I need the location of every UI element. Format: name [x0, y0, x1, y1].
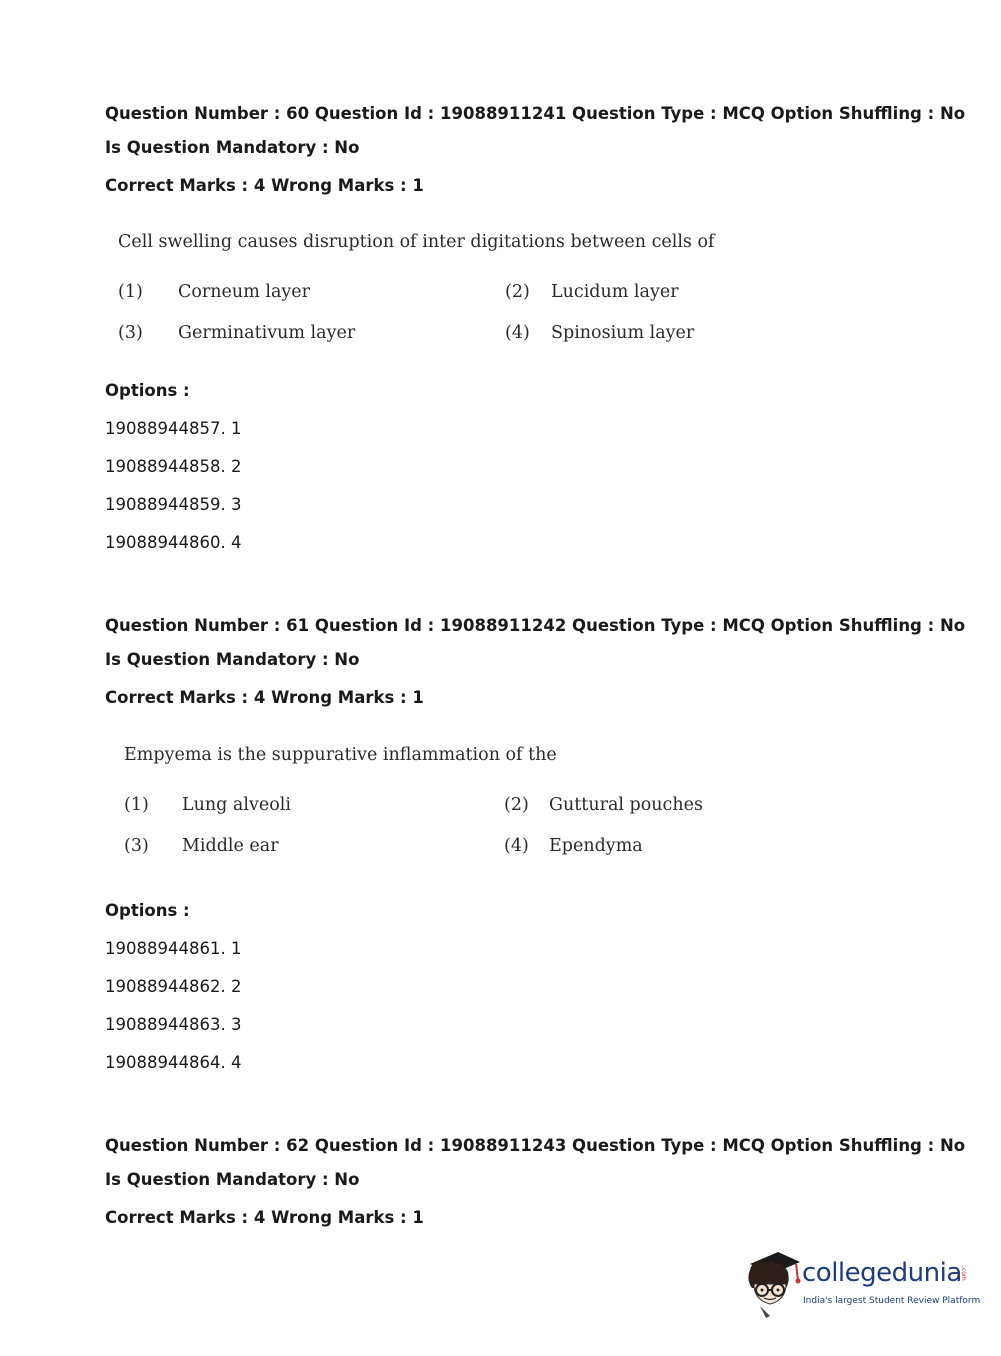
choice-3	[124, 836, 279, 856]
choice-text: Germinativum layer	[178, 323, 356, 343]
choice-text: Corneum layer	[178, 282, 310, 302]
choice-4	[504, 836, 643, 856]
option-item: 19088944857. 1	[105, 419, 242, 438]
brand-name: collegedunia	[802, 1258, 962, 1288]
choice-3	[118, 323, 355, 343]
question-meta: Question Number : 62 Question Id : 19088911243 Question Type : MCQ Option Shuffling : No	[105, 1136, 966, 1155]
choice-text: Lung alveoli	[182, 795, 291, 815]
choice-4	[505, 323, 694, 343]
choice-2	[504, 795, 703, 815]
choice-number: (4)	[504, 836, 529, 856]
option-item: 19088944862. 2	[105, 977, 242, 996]
choice-number: (1)	[118, 282, 143, 302]
marks-line: Correct Marks : 4 Wrong Marks : 1	[105, 1208, 424, 1227]
choice-number: (2)	[504, 795, 529, 815]
mandatory-line: Is Question Mandatory : No	[105, 138, 360, 157]
marks-line: Correct Marks : 4 Wrong Marks : 1	[105, 176, 424, 195]
choice-number: (3)	[124, 836, 149, 856]
choice-1	[118, 282, 310, 302]
question-meta: Question Number : 60 Question Id : 19088911241 Question Type : MCQ Option Shuffling : No	[105, 104, 966, 123]
option-item: 19088944863. 3	[105, 1015, 242, 1034]
choice-text: Lucidum layer	[551, 282, 679, 302]
option-item: 19088944864. 4	[105, 1053, 242, 1072]
options-label: Options :	[105, 901, 190, 920]
choice-text: Ependyma	[549, 836, 643, 856]
marks-line: Correct Marks : 4 Wrong Marks : 1	[105, 688, 424, 707]
brand-suffix: .com	[960, 1266, 967, 1281]
collegedunia-logo	[742, 1250, 981, 1320]
mandatory-line: Is Question Mandatory : No	[105, 650, 360, 669]
choice-number: (3)	[118, 323, 143, 343]
mascot-icon	[742, 1250, 804, 1320]
option-item: 19088944860. 4	[105, 533, 242, 552]
option-item: 19088944858. 2	[105, 457, 242, 476]
question-stem: Empyema is the suppurative inflammation of the	[124, 745, 557, 765]
choice-1	[124, 795, 291, 815]
option-item: 19088944861. 1	[105, 939, 242, 958]
question-stem: Cell swelling causes disruption of inter digitations between cells of	[118, 232, 715, 252]
brand-tagline: India's largest Student Review Platform	[803, 1296, 981, 1306]
choice-number: (1)	[124, 795, 149, 815]
mandatory-line: Is Question Mandatory : No	[105, 1170, 360, 1189]
choice-number: (2)	[505, 282, 530, 302]
question-meta: Question Number : 61 Question Id : 19088911242 Question Type : MCQ Option Shuffling : No	[105, 616, 966, 635]
option-item: 19088944859. 3	[105, 495, 242, 514]
choice-2	[505, 282, 679, 302]
choice-text: Guttural pouches	[549, 795, 703, 815]
choice-number: (4)	[505, 323, 530, 343]
choice-text: Spinosium layer	[551, 323, 695, 343]
choice-text: Middle ear	[182, 836, 279, 856]
options-label: Options :	[105, 381, 190, 400]
